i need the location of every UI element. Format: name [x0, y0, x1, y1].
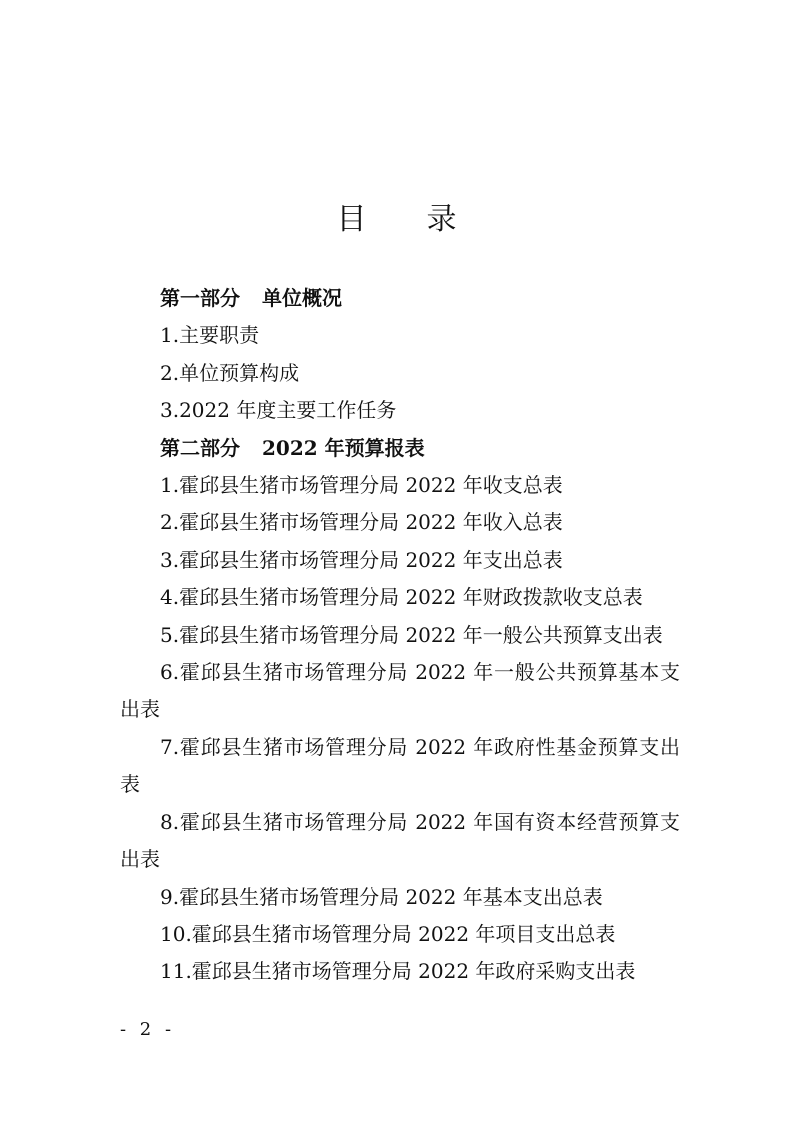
toc-entry[interactable]: 11.霍邱县生猪市场管理分局 2022 年政府采购支出表	[160, 959, 636, 984]
toc-entry[interactable]: 2.霍邱县生猪市场管理分局 2022 年收入总表	[160, 510, 563, 535]
table-of-contents	[120, 280, 680, 991]
page-title: 目录	[336, 202, 517, 237]
toc-entry[interactable]: 8.霍邱县生猪市场管理分局 2022 年国有资本经营预算支出表	[120, 809, 680, 872]
toc-entry[interactable]: 10.霍邱县生猪市场管理分局 2022 年项目支出总表	[160, 921, 616, 946]
toc-entry[interactable]: 3.2022 年度主要工作任务	[160, 398, 397, 423]
toc-entry[interactable]: 4.霍邱县生猪市场管理分局 2022 年财政拨款收支总表	[160, 585, 643, 610]
section-title: 单位概况	[262, 286, 342, 310]
toc-entry[interactable]: 2.单位预算构成	[160, 360, 300, 385]
toc-entry[interactable]: 1.主要职责	[160, 323, 260, 348]
toc-entry[interactable]: 6.霍邱县生猪市场管理分局 2022 年一般公共预算基本支出表	[120, 660, 680, 722]
toc-entry[interactable]: 1.霍邱县生猪市场管理分局 2022 年收支总表	[160, 473, 563, 498]
toc-entry[interactable]: 7.霍邱县生猪市场管理分局 2022 年政府性基金预算支出表	[120, 734, 680, 797]
section-heading-part2[interactable]	[120, 430, 680, 467]
page-number: - 2 -	[120, 1019, 176, 1040]
section-label: 第一部分	[160, 286, 240, 310]
section-title: 2022 年预算报表	[262, 435, 425, 460]
toc-entry[interactable]: 5.霍邱县生猪市场管理分局 2022 年一般公共预算支出表	[160, 622, 663, 647]
toc-entry[interactable]: 3.霍邱县生猪市场管理分局 2022 年支出总表	[160, 547, 563, 572]
toc-entry[interactable]: 9.霍邱县生猪市场管理分局 2022 年基本支出总表	[160, 884, 603, 909]
section-label: 第二部分	[160, 435, 240, 460]
section-heading-part1[interactable]	[120, 280, 680, 317]
